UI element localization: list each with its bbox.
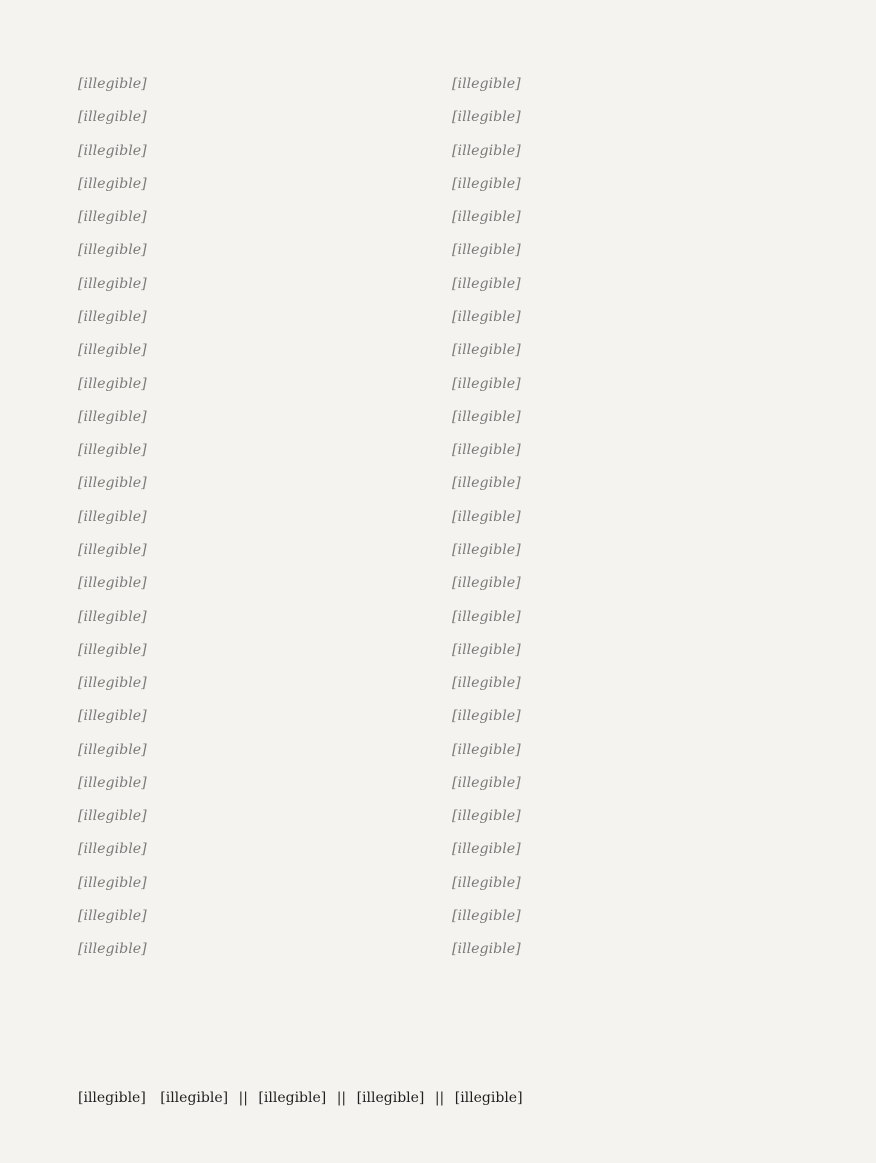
issue-label: [illegible] — [356, 1090, 425, 1106]
paragraph: [illegible] — [452, 841, 521, 858]
publication-name: [illegible] — [160, 1090, 229, 1106]
paragraph: [illegible] — [78, 541, 147, 558]
paragraph: [illegible] — [452, 342, 521, 359]
footer-separator: || — [238, 1090, 248, 1106]
year-label: [illegible] — [258, 1090, 327, 1106]
month-year-label: [illegible] — [454, 1090, 523, 1106]
paragraph: [illegible] — [78, 342, 147, 359]
paragraph: [illegible] — [78, 874, 147, 891]
paragraph: [illegible] — [452, 774, 521, 791]
paragraph: [illegible] — [78, 808, 147, 825]
paragraph: [illegible] — [452, 708, 521, 725]
paragraph: [illegible] — [78, 841, 147, 858]
paragraph: [illegible] — [78, 708, 147, 725]
paragraph: [illegible] — [452, 142, 521, 159]
paragraph: [illegible] — [452, 808, 521, 825]
paragraph: [illegible] — [452, 641, 521, 658]
paragraph: [illegible] — [452, 908, 521, 925]
paragraph: [illegible] — [452, 275, 521, 292]
paragraph: [illegible] — [78, 308, 147, 325]
paragraph: [illegible] — [78, 508, 147, 525]
paragraph: [illegible] — [78, 774, 147, 791]
paragraph: [illegible] — [452, 442, 521, 459]
paragraph: [illegible] — [452, 76, 521, 92]
paragraph: [illegible] — [452, 675, 521, 692]
paragraph: [illegible] — [78, 142, 147, 159]
paragraph: [illegible] — [78, 575, 147, 592]
paragraph: [illegible] — [78, 209, 147, 226]
paragraph: [illegible] — [452, 941, 521, 958]
paragraph: [illegible] — [452, 242, 521, 259]
paragraph: [illegible] — [452, 109, 521, 126]
paragraph: [illegible] — [78, 608, 147, 625]
text-columns — [78, 72, 798, 1042]
paragraph: [illegible] — [452, 308, 521, 325]
paragraph: [illegible] — [78, 941, 147, 958]
paragraph: [illegible] — [78, 475, 147, 492]
paragraph: [illegible] — [78, 741, 147, 758]
right-column — [452, 72, 798, 1042]
paragraph: [illegible] — [78, 442, 147, 459]
paragraph: [illegible] — [78, 375, 147, 392]
paragraph: [illegible] — [452, 475, 521, 492]
page-footer — [78, 1086, 798, 1110]
left-column — [78, 72, 424, 1042]
paragraph: [illegible] — [78, 408, 147, 425]
paragraph: [illegible] — [78, 908, 147, 925]
paragraph: [illegible] — [78, 175, 147, 192]
page-number: [illegible] — [78, 1090, 146, 1106]
paragraph: [illegible] — [78, 275, 147, 292]
paragraph: [illegible] — [452, 375, 521, 392]
paragraph: [illegible] — [78, 641, 147, 658]
paragraph: [illegible] — [452, 608, 521, 625]
paragraph: [illegible] — [452, 408, 521, 425]
paragraph: [illegible] — [452, 874, 521, 891]
paragraph: [illegible] — [452, 575, 521, 592]
paragraph: [illegible] — [452, 741, 521, 758]
paragraph: [illegible] — [78, 109, 147, 126]
paragraph: [illegible] — [78, 76, 147, 92]
paragraph: [illegible] — [452, 209, 521, 226]
paragraph: [illegible] — [78, 675, 147, 692]
paragraph: [illegible] — [78, 242, 147, 259]
paragraph: [illegible] — [452, 175, 521, 192]
footer-separator: || — [336, 1090, 347, 1106]
footer-separator: || — [434, 1090, 445, 1106]
paragraph: [illegible] — [452, 508, 521, 525]
paragraph: [illegible] — [452, 541, 521, 558]
